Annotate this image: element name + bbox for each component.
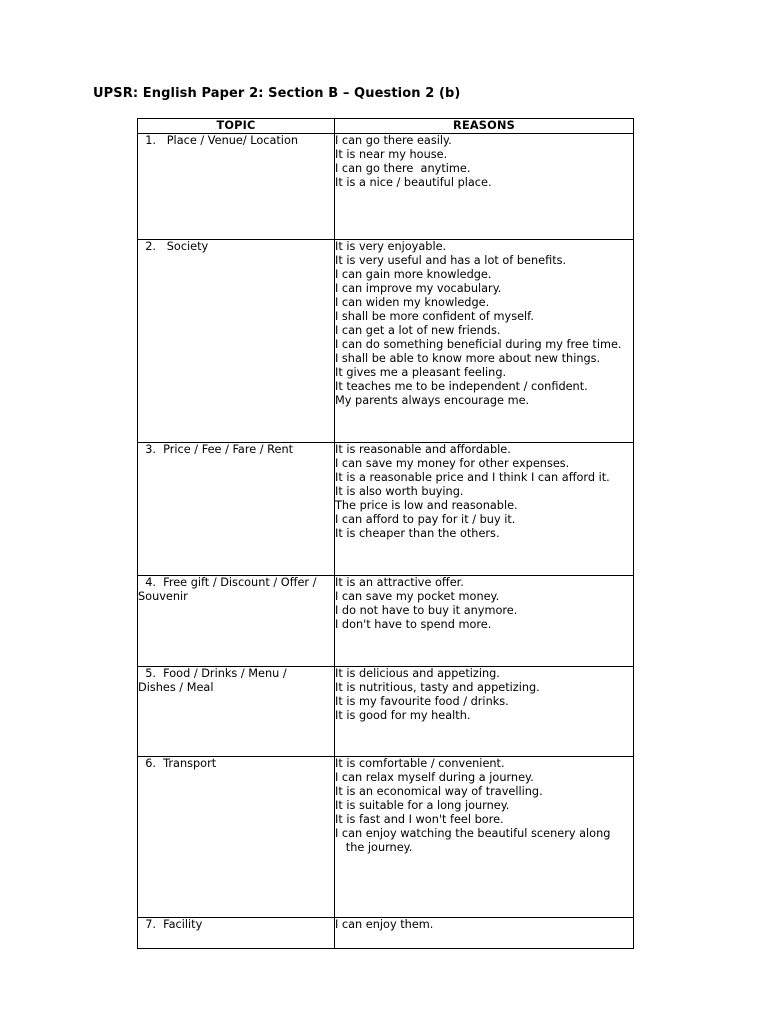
reason-line: It is a nice / beautiful place. (335, 176, 492, 189)
topic-reasons-table (137, 118, 634, 949)
page-title: UPSR: English Paper 2: Section B – Question 2 (b) (93, 86, 461, 101)
reason-line: The price is low and reasonable. (335, 499, 518, 512)
reasons-cell (335, 667, 634, 757)
topic-cell: 5. Food / Drinks / Menu / Dishes / Meal (138, 667, 335, 757)
topic-cell: 4. Free gift / Discount / Offer / Souvenir (138, 576, 335, 667)
reason-line: I shall be able to know more about new things. (335, 352, 601, 365)
reason-line: It is an attractive offer. (335, 576, 464, 589)
table-row (138, 757, 634, 918)
reasons-cell (335, 240, 634, 443)
reason-line: I can afford to pay for it / buy it. (335, 513, 516, 526)
reason-line: I can improve my vocabulary. (335, 282, 502, 295)
reason-line: It is a reasonable price and I think I can afford it. (335, 471, 610, 484)
reason-line: I can save my pocket money. (335, 590, 500, 603)
reason-line: I can enjoy them. (335, 918, 434, 931)
topic-cell: 7. Facility (138, 918, 335, 949)
reason-line: I can get a lot of new friends. (335, 324, 501, 337)
reasons-column-header: REASONS (335, 119, 634, 134)
reason-line: My parents always encourage me. (335, 394, 530, 407)
reason-line: I can gain more knowledge. (335, 268, 492, 281)
reason-line: I can save my money for other expenses. (335, 457, 570, 470)
reason-line: I can relax myself during a journey. (335, 771, 534, 784)
reason-line: It is reasonable and affordable. (335, 443, 511, 456)
table-row (138, 667, 634, 757)
topic-cell: 2. Society (138, 240, 335, 443)
reasons-cell (335, 134, 634, 240)
table-row (138, 918, 634, 949)
topic-cell: 3. Price / Fee / Fare / Rent (138, 443, 335, 576)
reason-line: It is suitable for a long journey. (335, 799, 510, 812)
reason-line: I can go there easily. (335, 134, 452, 147)
reason-line: It is delicious and appetizing. (335, 667, 500, 680)
table-header-row (138, 119, 634, 134)
reason-line: I can go there anytime. (335, 162, 471, 175)
table-row (138, 443, 634, 576)
table-row (138, 134, 634, 240)
table-row (138, 576, 634, 667)
reason-line: It is good for my health. (335, 709, 471, 722)
reason-line: I can widen my knowledge. (335, 296, 490, 309)
reason-line: I can enjoy watching the beautiful scenery along (335, 827, 611, 840)
reason-line: I shall be more confident of myself. (335, 310, 534, 323)
reason-line: It teaches me to be independent / confident. (335, 380, 588, 393)
reason-line: I can do something beneficial during my free time. (335, 338, 622, 351)
reasons-cell (335, 918, 634, 949)
table-row (138, 240, 634, 443)
reasons-cell (335, 757, 634, 918)
reason-line: It is cheaper than the others. (335, 527, 500, 540)
reason-line: It is very useful and has a lot of benefits. (335, 254, 567, 267)
topic-cell: 6. Transport (138, 757, 335, 918)
topic-cell: 1. Place / Venue/ Location (138, 134, 335, 240)
reason-line: the journey. (335, 841, 413, 854)
reason-line: It is also worth buying. (335, 485, 464, 498)
reason-line: I do not have to buy it anymore. (335, 604, 518, 617)
reason-line: It is near my house. (335, 148, 448, 161)
reason-line: It is very enjoyable. (335, 240, 447, 253)
reason-line: It is nutritious, tasty and appetizing. (335, 681, 540, 694)
reasons-cell (335, 576, 634, 667)
topic-column-header: TOPIC (138, 119, 335, 134)
reason-line: It is comfortable / convenient. (335, 757, 505, 770)
reason-line: I don't have to spend more. (335, 618, 492, 631)
reason-line: It gives me a pleasant feeling. (335, 366, 507, 379)
reason-line: It is fast and I won't feel bore. (335, 813, 504, 826)
reason-line: It is my favourite food / drinks. (335, 695, 509, 708)
reason-line: It is an economical way of travelling. (335, 785, 543, 798)
reasons-cell (335, 443, 634, 576)
